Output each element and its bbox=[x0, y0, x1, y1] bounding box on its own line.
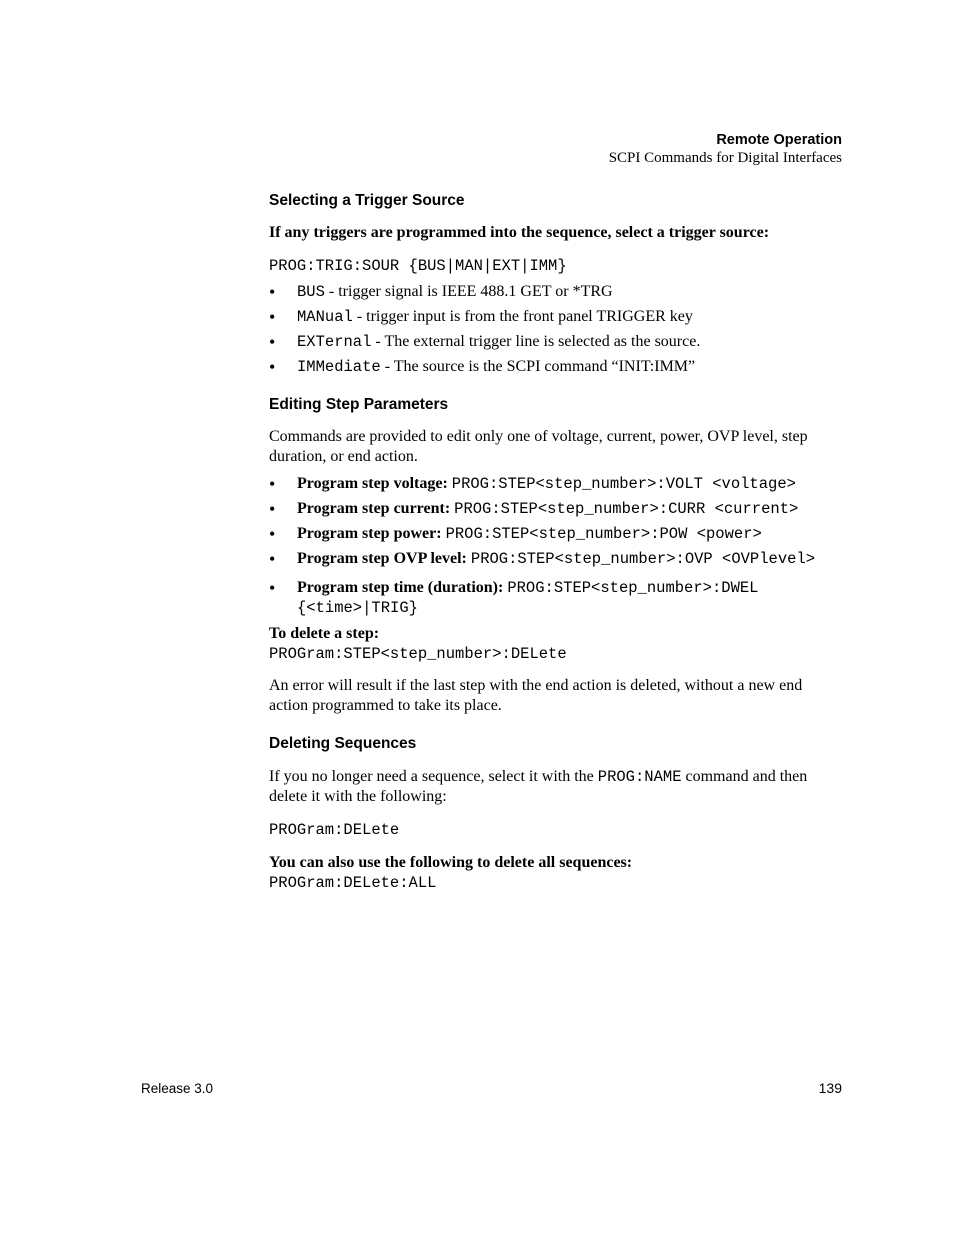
bullet-icon: • bbox=[269, 307, 276, 327]
editing-intro: Commands are provided to edit only one of voltage, current, power, OVP level, step duration, or end action. bbox=[269, 428, 808, 465]
step-param-label: Program step power: bbox=[297, 525, 442, 542]
step-param-label: Program step time (duration): bbox=[297, 579, 504, 596]
trigger-heading: Selecting a Trigger Source bbox=[269, 192, 465, 209]
delete-sequence-command: PROGram:DELete bbox=[269, 821, 400, 839]
bullet-icon: • bbox=[269, 524, 276, 544]
trigger-option-code: IMMediate bbox=[297, 358, 381, 376]
step-param-code: PROG:STEP<step_number>:CURR <current> bbox=[454, 500, 799, 518]
trigger-option-code: MANual bbox=[297, 308, 353, 326]
list-item bbox=[269, 357, 844, 382]
header-subsection-title: SCPI Commands for Digital Interfaces bbox=[608, 150, 842, 166]
deleting-intro bbox=[269, 767, 844, 807]
trigger-option-code: EXTernal bbox=[297, 333, 372, 351]
editing-heading: Editing Step Parameters bbox=[269, 396, 449, 413]
trigger-command: PROG:TRIG:SOUR {BUS|MAN|EXT|IMM} bbox=[269, 257, 567, 275]
deleting-intro-code: PROG:NAME bbox=[597, 768, 682, 786]
trigger-option-text: - trigger input is from the front panel TRIGGER key bbox=[352, 308, 693, 325]
trigger-source-list bbox=[269, 282, 844, 382]
step-param-code: PROG:STEP<step_number>:DWEL {<time>|TRIG} bbox=[297, 579, 759, 617]
list-item bbox=[269, 524, 844, 549]
main-content bbox=[269, 190, 844, 893]
step-parameter-list bbox=[269, 474, 844, 618]
deleting-intro-text: If you no longer need a sequence, select it with the bbox=[269, 768, 598, 785]
bullet-icon: • bbox=[269, 499, 276, 519]
bullet-icon: • bbox=[269, 549, 276, 569]
page-number: 139 bbox=[818, 1080, 842, 1096]
bullet-icon: • bbox=[269, 357, 276, 377]
trigger-option-text: - The external trigger line is selected as the source. bbox=[371, 333, 701, 350]
bullet-icon: • bbox=[269, 474, 276, 494]
trigger-option-text: - trigger signal is IEEE 488.1 GET or *TRG bbox=[324, 283, 613, 300]
trigger-option-text: - The source is the SCPI command “INIT:IMM” bbox=[380, 358, 696, 375]
list-item bbox=[269, 578, 844, 618]
step-param-code: PROG:STEP<step_number>:OVP <OVPlevel> bbox=[470, 550, 816, 568]
running-header bbox=[609, 131, 842, 168]
bullet-icon: • bbox=[269, 578, 276, 598]
delete-step-label: To delete a step: bbox=[269, 625, 380, 642]
footer-release: Release 3.0 bbox=[141, 1081, 214, 1096]
step-param-code: PROG:STEP<step_number>:VOLT <voltage> bbox=[451, 475, 796, 493]
step-param-label: Program step voltage: bbox=[297, 475, 448, 492]
list-item bbox=[269, 282, 844, 307]
list-item bbox=[269, 474, 844, 499]
step-param-label: Program step current: bbox=[297, 500, 451, 517]
list-item bbox=[269, 332, 844, 357]
header-section-title: Remote Operation bbox=[716, 132, 842, 148]
list-item bbox=[269, 307, 844, 332]
delete-all-label: You can also use the following to delete all sequences: bbox=[269, 854, 633, 871]
deleting-heading: Deleting Sequences bbox=[269, 735, 417, 752]
trigger-option-code: BUS bbox=[297, 283, 325, 301]
list-item bbox=[269, 549, 844, 574]
delete-step-command: PROGram:STEP<step_number>:DELete bbox=[269, 645, 567, 663]
deleting-intro-text-end: command and then delete it with the following: bbox=[269, 768, 808, 805]
delete-step-note: An error will result if the last step with the end action is deleted, without a new end action programmed to take its place. bbox=[269, 677, 803, 714]
step-param-label: Program step OVP level: bbox=[297, 550, 467, 567]
step-param-code: PROG:STEP<step_number>:POW <power> bbox=[445, 525, 762, 543]
bullet-icon: • bbox=[269, 332, 276, 352]
list-item bbox=[269, 499, 844, 524]
bullet-icon: • bbox=[269, 282, 276, 302]
trigger-intro: If any triggers are programmed into the sequence, select a trigger source: bbox=[269, 224, 770, 241]
delete-all-command: PROGram:DELete:ALL bbox=[269, 874, 437, 892]
